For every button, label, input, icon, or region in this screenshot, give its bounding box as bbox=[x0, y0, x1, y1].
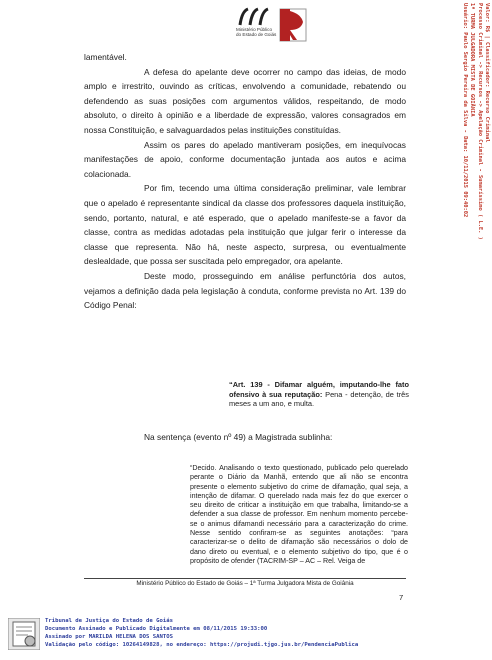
signature-line-3: Assinado por MARILDA HELENA DOS SANTOS bbox=[45, 634, 173, 640]
signature-seal-icon bbox=[8, 618, 40, 650]
stamp-line-2: Processo Criminal -> Recursos -> Apelação Criminal - Sumaríssimo ( L.E. ) bbox=[476, 3, 483, 240]
body-text bbox=[84, 50, 406, 313]
paragraph-4: Deste modo, prosseguindo em análise perfunctória dos autos, vejamos a definição dada pela legislação à conduta, conforme prevista no Art. 139 do Código Penal: bbox=[84, 270, 406, 311]
stamp-line-3: 1ª TURMA JULGADORA MISTA DE GOIÂNIA bbox=[469, 3, 476, 117]
judge-decision-quote: “Decido. Analisando o texto questionado, publicado pelo querelado perante o Diário da Manhã, entendo que ali não se encontra presente o elemento subjetivo do crime de difamação, qual seja, a intenção de difamar. O querelado nada mais fez do que exercer o seu direito de criticar a instituição em que trabalha, limitando-se a defender a sua classe de professor. Em nenhum momento percebe-se o animus difamandi necessário para a caracterização do crime. Nesse sentido confiram-se as seguintes anotações: “para caracterizar-se o delito de difamação são necessários o dolo de dano direto ou eventual, e o elemento subjetivo do tipo, que é o propósito de ofender (TACRIM-SP – AC – Rel. Veiga de bbox=[190, 464, 408, 565]
page-number: 7 bbox=[399, 593, 404, 602]
paragraph-2: Assim os pares do apelado mantiveram posições, em inequívocas manifestações de apoio, conforme documentação juntada aos autos e acima colacionada. bbox=[84, 139, 406, 179]
signature-line-2: Documento Assinado e Publicado Digitalmente em 08/11/2015 19:33:00 bbox=[45, 626, 268, 632]
logo-marks-icon bbox=[236, 5, 276, 27]
digital-signature-block bbox=[0, 614, 492, 660]
quote-article-rest: Pena - detenção, de três meses a um ano, e multa. bbox=[229, 389, 409, 409]
penal-code-quote bbox=[229, 380, 409, 409]
paragraph-0: lamentável. bbox=[84, 52, 127, 62]
logo-text-line2: do Estado de Goiás bbox=[236, 32, 277, 37]
mp-goias-logo bbox=[236, 5, 306, 43]
footer-text: Ministério Público do Estado de Goiás – 1ª Turma Julgadora Mista de Goiânia bbox=[136, 580, 354, 587]
logo-emblem-icon bbox=[279, 8, 307, 42]
stamp-line-4: Usuário: Paulo Sergio Pereira da Silva - Data: 10/11/2015 09:40:02 bbox=[462, 3, 469, 218]
signature-line-1: Tribunal de Justiça do Estado de Goiás bbox=[45, 618, 173, 624]
footer-divider bbox=[84, 578, 406, 579]
logo-text-line1: Ministério Público bbox=[236, 27, 272, 32]
signature-validation-link[interactable]: Validação pelo código: 10264149828, no endereço: https://projudi.tjgo.jus.br/PendenciaPublica bbox=[45, 642, 359, 648]
stamp-line-1: Valor: R$ | Classificador: Recurso Criminal bbox=[484, 3, 490, 143]
paragraph-3: Por fim, tecendo uma última consideração preliminar, vale lembrar que o apelado é representante sindical da classe dos professores daquela instituição, sendo, portanto, natural, e até esperado, que o apelado manifeste-se a favor da classe, contra as medidas adotadas pela instituição que julgar ferir o interesse da classe que representa. Não há, neste aspecto, surpresa, ou eventualmente deslealdade, que possa ser suscitada pelo empregador, ora apelante. bbox=[84, 183, 406, 267]
vertical-process-stamp bbox=[446, 3, 490, 303]
sentence-intro: Na sentença (evento nº 49) a Magistrada sublinha: bbox=[144, 432, 333, 442]
quote-article-bold: “Art. 139 - Difamar alguém, imputando-lhe fato ofensivo à sua reputação: bbox=[229, 380, 409, 399]
paragraph-1: A defesa do apelante deve ocorrer no campo das ideias, de modo amplo e irrestrito, ouvindo as críticas, envolvendo a comunidade, rebatendo ou defendendo as suas posições com argumentos válidos, respeitando, de modo absoluto, o direito à opinião e a liberdade de expressão, valores consagrados em nossa Constituição, e salvaguardados pelas instituições constituídas. bbox=[84, 66, 406, 135]
